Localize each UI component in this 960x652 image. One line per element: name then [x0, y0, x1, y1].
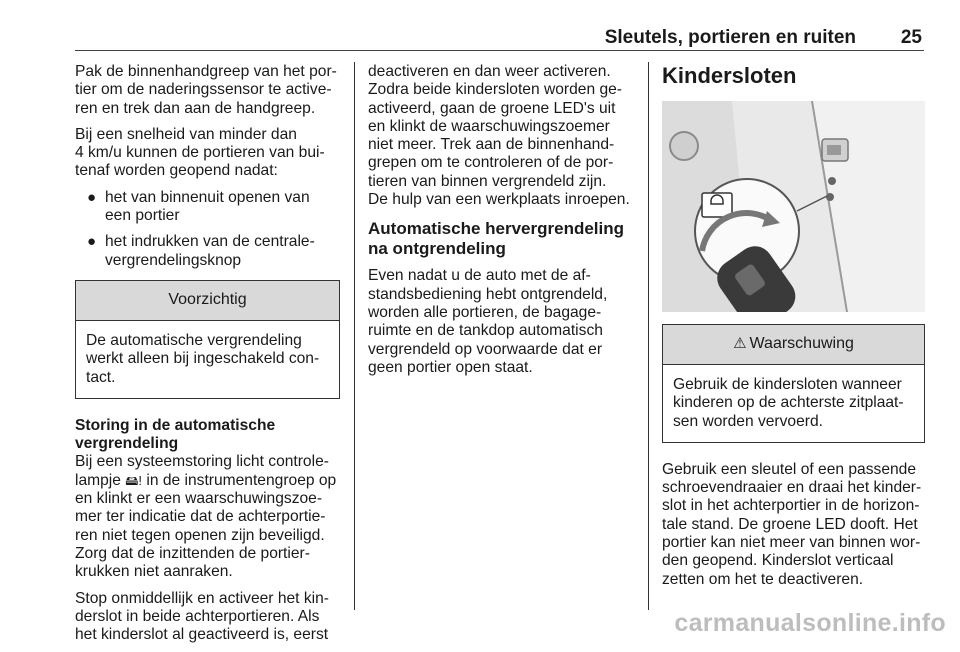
warning-icon: ⚠ — [733, 335, 747, 353]
warning-title: ⚠ Waarschuwing — [663, 325, 924, 365]
section-title: Kindersloten — [662, 63, 797, 88]
watermark: carmanualsonline.info — [674, 609, 946, 637]
paragraph: Even nadat u de auto met de af- standsbediening hebt ontgrendeld, worden alle portieren, de bagage- ruimte en de tankdop automatisch vergrendeld op voorwaarde dat er geen portier open staat. — [368, 267, 608, 376]
paragraph: Stop onmiddellijk en activeer het kin- derslot in beide achterportieren. Als het kinderslot al geactiveerd is, eerst — [75, 589, 329, 644]
child-lock-illustration-svg — [662, 101, 925, 312]
paragraph: Bij een systeemstoring licht controle- lampje 🖴! in de instrumentengroep op en klinkt er een waarschuwingszoe- mer ter indicatie dat de achterportie- ren niet tegen openen zijn beveiligd. Zorg dat de inzittenden de portier- krukken niet aanraken. — [75, 453, 337, 581]
caution-body: De automatische vergrendeling werkt alleen bij ingeschakeld con- tact. — [86, 331, 320, 386]
list-item: ● het van binnenuit openen van een portier — [87, 188, 310, 225]
page-number: 25 — [900, 27, 922, 48]
door-warning-lamp-icon: 🖴! — [125, 472, 143, 488]
column-divider-1 — [354, 62, 355, 610]
warning-body: Gebruik de kindersloten wanneer kinderen op de achterste zitplaat- sen worden vervoerd. — [673, 376, 904, 430]
child-lock-illustration — [662, 101, 925, 312]
page-header — [75, 22, 924, 51]
bullet-icon: ● — [87, 233, 97, 251]
paragraph: Gebruik een sleutel of een passende schroevendraaier en draai het kinder- slot in het achterportier in de horizon- tale stand. De groene LED dooft. Het portier kan niet meer van binnen wor- den geopend. Kinderslot verticaal zetten om het te deactiveren. — [662, 460, 922, 588]
list-item: ● het indrukken van de centrale- vergrendelingsknop — [87, 233, 315, 269]
column-3 — [662, 62, 925, 597]
column-2 — [368, 63, 636, 385]
bullet-list — [75, 189, 340, 270]
column-divider-2 — [648, 62, 649, 610]
warning-box — [662, 324, 925, 443]
column-1 — [75, 63, 340, 652]
subheading: Storing in de automatische vergrendeling — [75, 416, 276, 453]
bullet-icon: ● — [87, 188, 97, 206]
caution-box — [75, 280, 340, 399]
paragraph: Bij een snelheid van minder dan 4 km/u kunnen de portieren van bui- tenaf worden geopend nadat: — [75, 125, 325, 180]
caution-title: Voorzichtig — [76, 281, 339, 321]
section-heading: Automatische hervergrendeling na ontgrendeling — [368, 219, 625, 259]
page-title: Sleutels, portieren en ruiten — [604, 27, 856, 48]
paragraph: deactiveren en dan weer activeren. Zodra beide kindersloten worden ge- activeerd, gaan de groene LED's uit en klinkt de waarschuwingszoemer niet meer. Trek aan de binnenhand- grepen om te controleren of de por- tieren van binnen vergrendeld zijn. De hulp van een werkplaats inroepen. — [368, 63, 630, 209]
paragraph: Pak de binnenhandgreep van het por- tier om de naderingssensor te active- ren en trek dan aan de handgreep. — [75, 63, 337, 117]
